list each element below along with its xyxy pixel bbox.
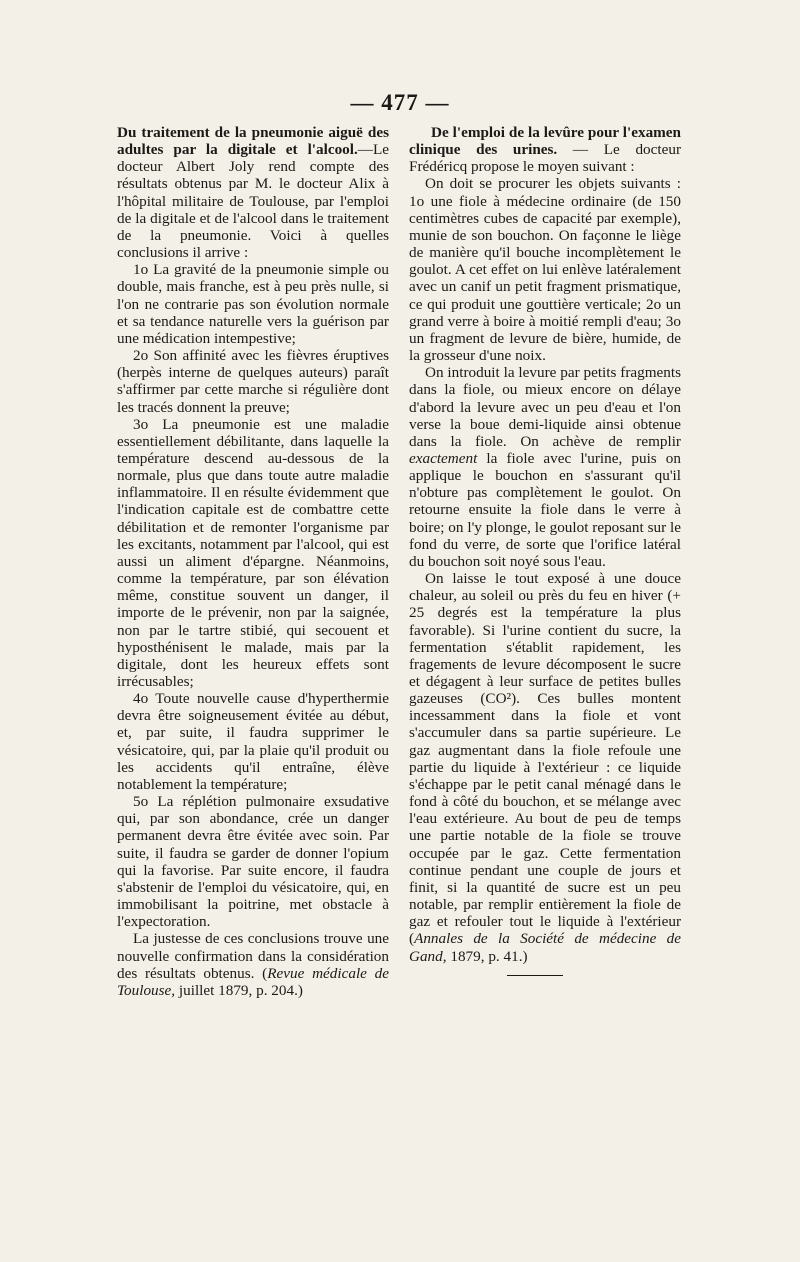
left-article-opening — [117, 124, 389, 261]
right-column — [409, 124, 681, 976]
right-source-details: 1879, p. 41.) — [446, 947, 528, 965]
right-paragraph-3 — [409, 570, 681, 965]
right-source-title: Annales de la Société de médecine de Gand, — [409, 930, 681, 965]
right-article-opening — [409, 124, 681, 175]
conclusion-2: 2o Son affinité avec les fièvres éruptives (herpès interne de quelques auteurs) paraît s'affirmer par cette marche si régulière dont les tracés donnent la preuve; — [117, 347, 389, 416]
conclusion-5: 5o La réplétion pulmonaire exsudative qui, par son abondance, crée un danger permanent devra être évitée avec soin. Par suite, il faudra se garder de donner l'opium qui la favorise. Par suite encore, il faudra s'abstenir de l'emploi du vésicatoire, qui, en immobilisant la poitrine, met obstacle à l'expectoration. — [117, 793, 389, 931]
left-article-closing — [117, 930, 389, 999]
left-column — [117, 124, 389, 999]
right-paragraph-1: On doit se procurer les objets suivants : 1o une fiole à médecine ordinaire (de 150 centimètres cubes de capacité par exemple), munie de son bouchon. On façonne le liège de manière qu'il bouche incomplètement le goulot. A cet effet on lui enlève latéralement avec un canif un petit fragment prismatique, ce qui produit une gouttière verticale; 2o un grand verre à boire à moitié rempli d'eau; 3o un fragment de levure de bière, humide, de la grosseur d'une noix. — [409, 175, 681, 365]
page-number: — 477 — — [350, 90, 450, 115]
conclusion-1: 1o La gravité de la pneumonie simple ou double, mais franche, est à peu près nulle, si l'on ne contrarie pas son évolution normale et sa tendance naturelle vers la guérison par une médication intempestive; — [117, 261, 389, 347]
right-p2-emphasis: exactement — [409, 449, 478, 467]
right-paragraph-2 — [409, 364, 681, 570]
right-article-title: De l'emploi de la levûre pour l'examen clinique des urines. — [409, 124, 681, 159]
left-article-intro: —Le docteur Albert Joly rend compte des résultats obtenus par M. le docteur Alix à l'hôpital militaire de Toulouse, par l'emploi de la digitale et de l'alcool dans le traitement de la pneumonie. Voici à quelles conclusions il arrive : — [117, 141, 389, 262]
end-rule — [507, 975, 563, 976]
right-p3-text: On laisse le tout exposé à une douce chaleur, au soleil ou près du feu en hiver (+ 25 degrés est la température la plus favorable). Si l'urine contient du sucre, la fermentation s'établit rapidement, les fragements de levure décomposent le sucre et dégagent à leur surface de petites bulles gazeuses (CO²). Ces bulles montent incessamment dans la fiole et vont s'accumuler dans sa partie supérieure. Le gaz augmentant dans la fiole refoule une partie du liquide à l'extérieur : ce liquide s'échappe par le petit canal ménagé dans le fond à côté du bouchon, et se mélange avec l'eau extérieure. Au bout de peu de temps une partie notable de la fiole se trouve occupée par le gaz. Cette fermentation continue pendant une couple de jours et finit, si la quantité de sucre est un peu notable, par remplir entièrement la fiole de gaz et refouler tout le liquide à l'extérieur ( — [409, 570, 681, 948]
conclusion-4: 4o Toute nouvelle cause d'hyperthermie devra être soigneusement évitée au début, et, par suite, il faudra supprimer le vésicatoire, qui, par la plaie qu'il produit ou les accidents qu'il entraîne, élève notablement la température; — [117, 690, 389, 793]
left-source-details: juillet 1879, p. 204.) — [175, 981, 303, 999]
left-closing-text: La justesse de ces conclusions trouve une nouvelle confirmation dans la considération des résultats obtenus. ( — [117, 930, 389, 982]
conclusion-3: 3o La pneumonie est une maladie essentiellement débilitante, dans laquelle la température descend au-dessous de la normale, plus que dans toute autre maladie inflammatoire. Il en résulte évidemment que l'indication capitale est de combattre cette débilitation et de remonter l'organisme par les excitants, notamment par l'alcool, qui est aussi un aliment d'épargne. Néanmoins, comme la température, par son élévation même, constitue souvent un danger, il importe de le prévenir, non par la saignée, non par le tartre stibié, qui secouent et hyposthénisent le malade, mais par la digitale, dont les heureux effets sont irrécusables; — [117, 415, 389, 690]
left-article-title: Du traitement de la pneumonie aiguë des adultes par la digitale et l'alcool. — [117, 124, 389, 159]
right-p2-start: On introduit la levure par petits fragments dans la fiole, ou mieux encore on délaye d'abord la levure avec un peu d'eau et l'on verse la boue demi-liquide ainsi obtenue dans la fiole. On achève de remplir — [409, 364, 681, 450]
right-article-intro: — Le docteur Frédéricq propose le moyen suivant : — [409, 141, 681, 176]
right-p2-end: la fiole avec l'urine, puis on applique le bouchon en s'assurant qu'il n'obture pas complètement le goulot. On retourne ensuite la fiole dans le verre à boire; on l'y plonge, le goulot reposant sur le fond du verre, de sorte que l'orifice latéral du bouchon soit noyé sous l'eau. — [409, 449, 681, 570]
left-source-title: Revue médicale de Toulouse, — [117, 964, 389, 999]
